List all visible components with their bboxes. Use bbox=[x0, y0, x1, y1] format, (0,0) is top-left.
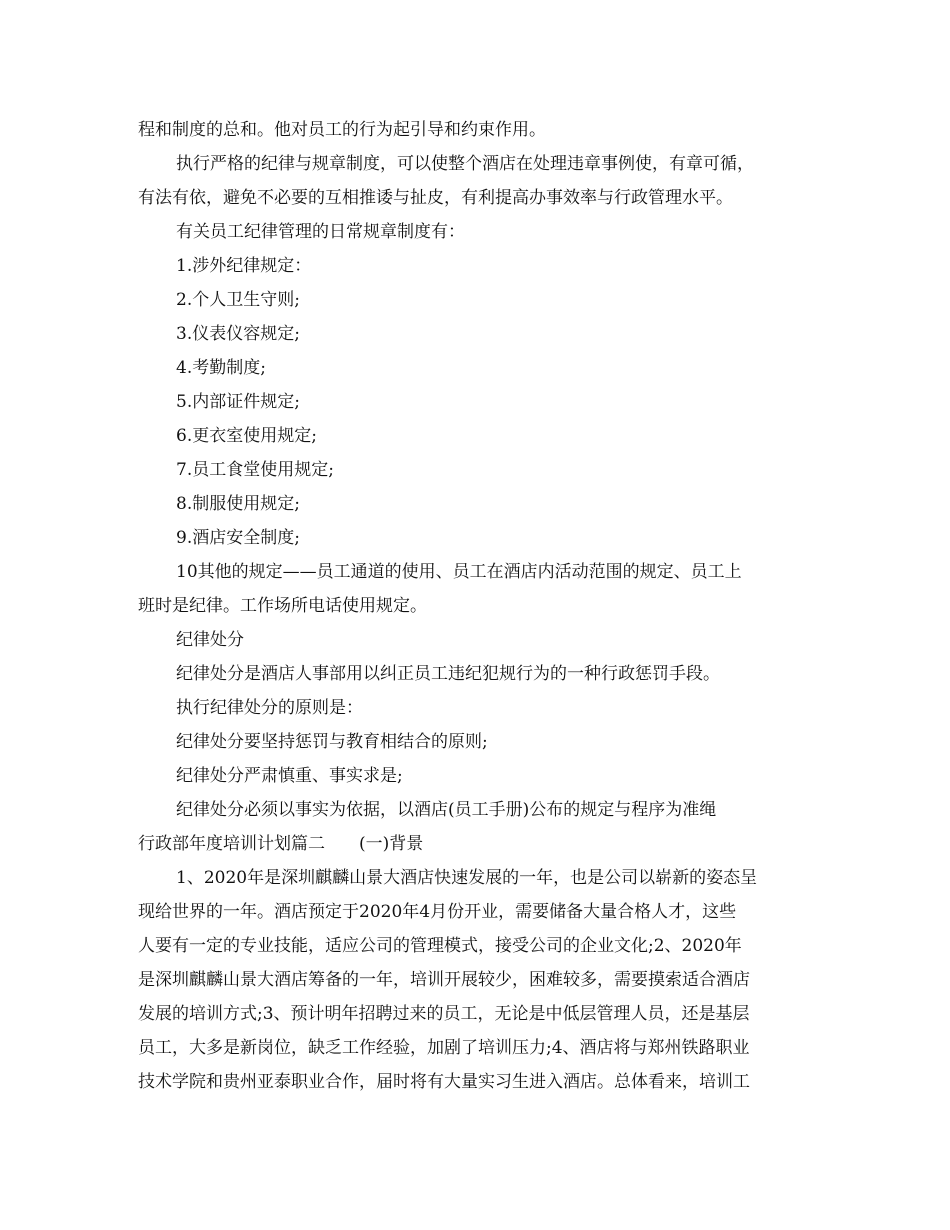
text-line: 10其他的规定——员工通道的使用、员工在酒店内活动范围的规定、员工上 bbox=[176, 562, 742, 582]
text-line: 有法有依，避免不必要的互相推诿与扯皮，有利提高办事效率与行政管理水平。 bbox=[138, 188, 733, 208]
text-line: 7.员工食堂使用规定; bbox=[176, 460, 334, 480]
text-line: 发展的培训方式;3、预计明年招聘过来的员工，无论是中低层管理人员，还是基层 bbox=[138, 1004, 750, 1024]
text-line: 技术学院和贵州亚泰职业合作，届时将有大量实习生进入酒店。总体看来，培训工 bbox=[138, 1072, 750, 1092]
text-line: 3.仪表仪容规定; bbox=[176, 324, 300, 344]
text-line: 执行严格的纪律与规章制度，可以使整个酒店在处理违章事例使，有章可循， bbox=[176, 154, 754, 174]
text-line: 人要有一定的专业技能，适应公司的管理模式，接受公司的企业文化;2、2020年 bbox=[138, 936, 742, 956]
text-line: 班时是纪律。工作场所电话使用规定。 bbox=[138, 596, 427, 616]
text-line: 1.涉外纪律规定： bbox=[176, 256, 312, 276]
text-line: 8.制服使用规定; bbox=[176, 494, 300, 514]
text-line: 9.酒店安全制度; bbox=[176, 528, 300, 548]
text-line: 6.更衣室使用规定; bbox=[176, 426, 317, 446]
text-line: 2.个人卫生守则; bbox=[176, 290, 300, 310]
text-line: 员工，大多是新岗位，缺乏工作经验，加剧了培训压力;4、酒店将与郑州铁路职业 bbox=[138, 1038, 750, 1058]
text-line: 程和制度的总和。他对员工的行为起引导和约束作用。 bbox=[138, 120, 546, 140]
text-line: 纪律处分必须以事实为依据，以酒店(员工手册)公布的规定与程序为准绳 bbox=[176, 800, 717, 820]
text-line: 纪律处分是酒店人事部用以纠正员工违纪犯规行为的一种行政惩罚手段。 bbox=[176, 664, 720, 684]
section-heading: 纪律处分 bbox=[176, 630, 244, 650]
text-line: 是深圳麒麟山景大酒店筹备的一年，培训开展较少，困难较多，需要摸索适合酒店 bbox=[138, 970, 750, 990]
section-heading: 行政部年度培训计划篇二 (一)背景 bbox=[138, 834, 424, 854]
text-line: 5.内部证件规定; bbox=[176, 392, 300, 412]
text-line: 纪律处分要坚持惩罚与教育相结合的原则; bbox=[176, 732, 488, 752]
text-line: 有关员工纪律管理的日常规章制度有： bbox=[176, 222, 465, 242]
text-line: 1、2020年是深圳麒麟山景大酒店快速发展的一年，也是公司以崭新的姿态呈 bbox=[176, 868, 758, 888]
text-line: 现给世界的一年。酒店预定于2020年4月份开业，需要储备大量合格人才，这些 bbox=[138, 902, 737, 922]
text-line: 4.考勤制度; bbox=[176, 358, 266, 378]
text-line: 执行纪律处分的原则是： bbox=[176, 698, 363, 718]
text-line: 纪律处分严肃慎重、事实求是; bbox=[176, 766, 403, 786]
